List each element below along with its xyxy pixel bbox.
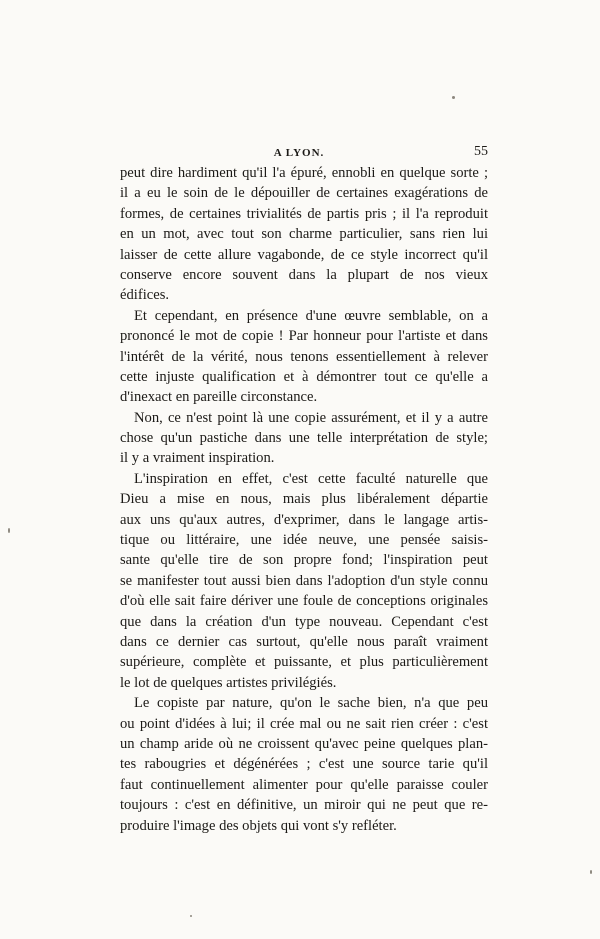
text-line: tes rabougries et dégénérées ; c'est une source tarie qu'il xyxy=(120,756,488,773)
text-line: ou point d'idées à lui; il crée mal ou ne sait rien créer : c'est xyxy=(120,715,488,732)
text-line: tique ou littéraire, une idée neuve, une pensée saisis- xyxy=(120,532,488,549)
text-line: aux uns qu'aux autres, d'exprimer, dans le langage artis- xyxy=(120,511,488,528)
text-line: formes, de certaines trivialités de partis pris ; il l'a reproduit xyxy=(120,205,488,222)
scan-speck xyxy=(452,96,455,99)
scan-speck xyxy=(590,870,592,874)
page-number: 55 xyxy=(474,144,488,159)
text-line: cette injuste qualification et à démontrer tout ce qu'elle a xyxy=(120,368,488,385)
text-line: faut continuellement alimenter pour qu'elle paraisse couler xyxy=(120,776,488,793)
text-line: supérieure, complète et puissante, et plus particulièrement xyxy=(120,654,488,671)
text-line: Non, ce n'est point là une copie assurément, et il y a autre xyxy=(134,409,488,426)
text-line: que dans la création d'un type nouveau. Cependant c'est xyxy=(120,613,488,630)
text-line: Le copiste par nature, qu'on le sache bien, n'a que peu xyxy=(134,695,488,712)
running-title: A LYON. xyxy=(273,147,325,159)
text-line: prononcé le mot de copie ! Par honneur pour l'artiste et dans xyxy=(120,328,488,345)
text-line: le lot de quelques artistes privilégiés. xyxy=(120,674,337,691)
paragraph-4 xyxy=(120,469,488,693)
text-line: chose qu'un pastiche dans une telle interprétation de style; xyxy=(120,430,488,447)
text-line: un champ aride où ne croissent qu'avec peine quelques plan- xyxy=(120,735,488,752)
text-line: toujours : c'est en définitive, un miroir qui ne peut que re- xyxy=(120,797,488,814)
text-line: peut dire hardiment qu'il l'a épuré, ennobli en quelque sorte ; xyxy=(120,165,488,181)
text-line: il y a vraiment inspiration. xyxy=(120,450,275,467)
text-line: l'intérêt de la vérité, nous tenons essentiellement à relever xyxy=(120,348,488,365)
text-line: Et cependant, en présence d'une œuvre semblable, on a xyxy=(134,307,488,324)
body-text xyxy=(120,163,488,836)
text-line: produire l'image des objets qui vont s'y refléter. xyxy=(120,817,397,834)
paragraph-3 xyxy=(120,408,488,469)
paragraph-5 xyxy=(120,693,488,836)
text-line: d'où elle sait faire dériver une foule de conceptions originales xyxy=(120,593,488,610)
text-line: d'inexact en pareille circonstance. xyxy=(120,389,318,406)
text-line: conserve encore souvent dans la plupart de nos vieux xyxy=(120,266,488,283)
text-line: il a eu le soin de le dépouiller de certaines exagérations de xyxy=(120,185,488,202)
text-line: sante qu'elle tire de son propre fond; l'inspiration peut xyxy=(120,552,488,569)
scan-speck xyxy=(8,528,10,533)
paragraph-2 xyxy=(120,306,488,408)
paragraph-1 xyxy=(120,163,488,306)
text-line: dans ce dernier cas surtout, qu'elle nous paraît vraiment xyxy=(120,633,488,650)
text-line: en un mot, avec tout son charme particulier, sans rien lui xyxy=(120,226,488,243)
text-line: se manifester tout aussi bien dans l'adoption d'un style connu xyxy=(120,572,488,589)
scan-speck xyxy=(190,915,192,917)
text-line: édifices. xyxy=(120,287,170,304)
text-line: Dieu a mise en nous, mais plus libéralement départie xyxy=(120,491,488,508)
text-line: L'inspiration en effet, c'est cette faculté naturelle que xyxy=(134,470,488,487)
text-line: laisser de cette allure vagabonde, de ce style incorrect qu'il xyxy=(120,246,488,263)
